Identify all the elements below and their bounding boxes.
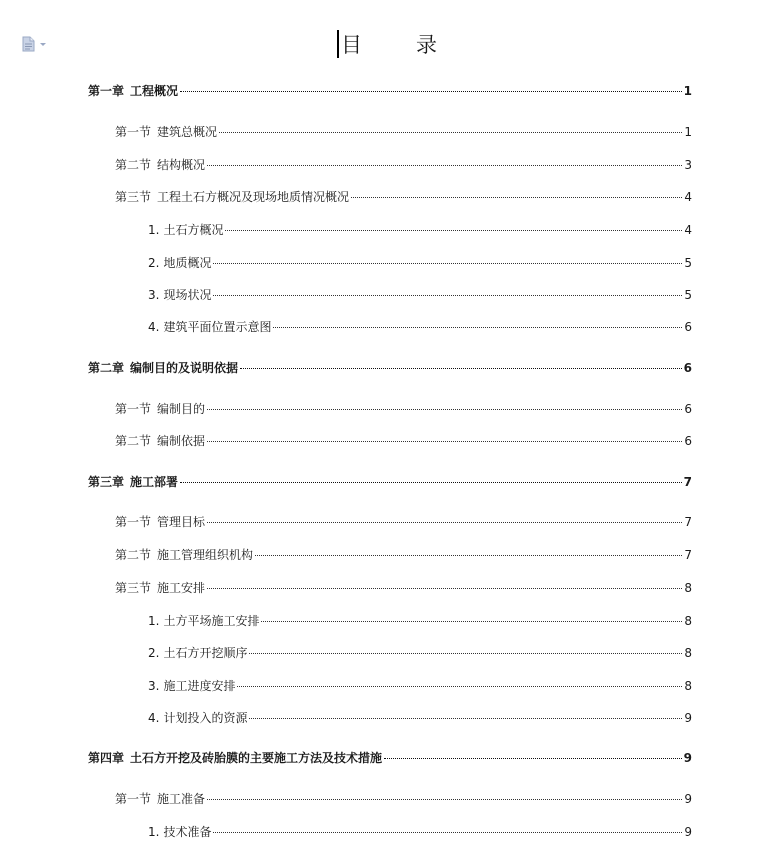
title-char-2: 录 [416, 33, 439, 57]
toc-page-number: 8 [684, 646, 692, 660]
toc-entry-title: 施工进度安排 [163, 679, 236, 693]
toc-entry-title: 施工准备 [157, 792, 206, 806]
toc-subsection-entry[interactable] [148, 678, 692, 694]
toc-dot-leader [207, 588, 682, 589]
toc-section-entry[interactable] [115, 433, 692, 449]
toc-subsection-entry[interactable] [148, 645, 692, 661]
toc-entry-title: 建筑总概况 [157, 125, 218, 139]
toc-entry-label [148, 710, 247, 726]
toc-entry-label [148, 824, 211, 840]
toc-page-number: 9 [684, 711, 692, 725]
toc-entry-title: 结构概况 [157, 158, 206, 172]
toc-page-number: 9 [684, 792, 692, 806]
toc-chapter-entry[interactable] [88, 83, 692, 99]
toc-section-entry[interactable] [115, 514, 692, 530]
toc-dot-leader [207, 799, 682, 800]
toc-page-number: 6 [684, 434, 692, 448]
toc-entry-title: 现场状况 [163, 288, 212, 302]
toc-entry-number: 第三节 [115, 581, 152, 595]
toc-dot-leader [273, 327, 682, 328]
toc-subsection-entry[interactable] [148, 613, 692, 629]
toc-dot-leader [207, 409, 682, 410]
toc-dot-leader [249, 653, 682, 654]
toc-entry-number: 第一节 [115, 515, 152, 529]
toc-dot-leader [225, 230, 682, 231]
toc-entry-label [115, 514, 205, 530]
toc-entry-label [148, 287, 211, 303]
toc-page-number: 5 [684, 256, 692, 270]
toc-subsection-entry[interactable] [148, 255, 692, 271]
toc-entry-number: 第一节 [115, 402, 152, 416]
toc-dot-leader [180, 91, 682, 92]
toc-entry-number: 1. [148, 223, 160, 237]
toc-dot-leader [213, 832, 682, 833]
toc-entry-label [115, 547, 253, 563]
toc-section-entry[interactable] [115, 157, 692, 173]
toc-entry-label [148, 255, 211, 271]
toc-entry-number: 第二章 [88, 361, 125, 375]
toc-page-number: 1 [683, 84, 692, 98]
toc-page-number: 3 [684, 158, 692, 172]
toc-page-number: 6 [684, 320, 692, 334]
toc-entry-label [88, 360, 238, 376]
toc-dot-leader [351, 197, 682, 198]
toc-entry-number: 2. [148, 646, 160, 660]
toc-entry-title: 工程概况 [130, 84, 179, 98]
toc-page-number: 8 [684, 614, 692, 628]
toc-entry-number: 第一节 [115, 125, 152, 139]
toc-subsection-entry[interactable] [148, 319, 692, 335]
toc-section-entry[interactable] [115, 791, 692, 807]
toc-entry-number: 第一章 [88, 84, 125, 98]
toc-entry-title: 管理目标 [157, 515, 206, 529]
toc-entry-number: 3. [148, 288, 160, 302]
toc-entry-title: 编制依据 [157, 434, 206, 448]
toc-entry-number: 第四章 [88, 751, 125, 765]
toc-entry-number: 1. [148, 614, 160, 628]
toc-entry-number: 2. [148, 256, 160, 270]
toc-entry-title: 计划投入的资源 [163, 711, 248, 725]
toc-dot-leader [213, 263, 682, 264]
toc-dot-leader [249, 718, 682, 719]
toc-page-number: 7 [684, 515, 692, 529]
toc-page-number: 9 [684, 825, 692, 839]
toc-dot-leader [261, 621, 682, 622]
toc-entry-number: 1. [148, 825, 160, 839]
toc-dot-leader [384, 758, 682, 759]
toc-entry-title: 地质概况 [163, 256, 212, 270]
toc-page-number: 5 [684, 288, 692, 302]
toc-entry-number: 第一节 [115, 792, 152, 806]
toc-entry-title: 土石方开挖及砖胎膜的主要施工方法及技术措施 [130, 751, 383, 765]
toc-dot-leader [219, 132, 682, 133]
toc-entry-title: 土方平场施工安排 [163, 614, 260, 628]
toc-entry-title: 施工部署 [130, 475, 179, 489]
toc-chapter-entry[interactable] [88, 360, 692, 376]
toc-entry-label [88, 474, 178, 490]
toc-entry-label [148, 222, 223, 238]
toc-section-entry[interactable] [115, 580, 692, 596]
toc-entry-number: 第二节 [115, 434, 152, 448]
toc-entry-title: 土石方开挖顺序 [163, 646, 248, 660]
toc-subsection-entry[interactable] [148, 222, 692, 238]
toc-entry-label [148, 645, 247, 661]
toc-entry-label [148, 678, 235, 694]
toc-section-entry[interactable] [115, 124, 692, 140]
toc-page-number: 6 [683, 361, 692, 375]
toc-entry-number: 第三章 [88, 475, 125, 489]
toc-entry-label [88, 750, 382, 766]
toc-entry-title: 建筑平面位置示意图 [163, 320, 272, 334]
toc-entry-number: 第二节 [115, 158, 152, 172]
title-char-1: 目 [341, 33, 364, 57]
toc-subsection-entry[interactable] [148, 710, 692, 726]
toc-entry-title: 编制目的 [157, 402, 206, 416]
toc-entry-label [88, 83, 178, 99]
toc-dot-leader [213, 295, 682, 296]
toc-dot-leader [255, 555, 682, 556]
toc-section-entry[interactable] [115, 401, 692, 417]
toc-entry-number: 3. [148, 679, 160, 693]
page-title [0, 28, 780, 62]
toc-entry-title: 土石方概况 [163, 223, 224, 237]
toc-chapter-entry[interactable] [88, 750, 692, 766]
toc-dot-leader [237, 686, 682, 687]
toc-entry-label [115, 433, 205, 449]
toc-subsection-entry[interactable] [148, 824, 692, 840]
toc-page-number: 7 [683, 475, 692, 489]
toc-entry-label [115, 124, 217, 140]
toc-page-number: 4 [684, 223, 692, 237]
toc-dot-leader [207, 522, 682, 523]
toc-entry-title: 工程土石方概况及现场地质情况概况 [157, 190, 350, 204]
toc-entry-number: 第三节 [115, 190, 152, 204]
toc-dot-leader [240, 368, 682, 369]
toc-entry-label [115, 791, 205, 807]
toc-dot-leader [180, 482, 682, 483]
toc-section-entry[interactable] [115, 547, 692, 563]
toc-entry-label [148, 319, 271, 335]
toc-entry-label [115, 580, 205, 596]
toc-page-number: 9 [683, 751, 692, 765]
toc-subsection-entry[interactable] [148, 287, 692, 303]
toc-entry-title: 技术准备 [163, 825, 212, 839]
toc-entry-label [115, 157, 205, 173]
toc-entry-number: 4. [148, 320, 160, 334]
toc-entry-label [148, 613, 259, 629]
toc-entry-title: 编制目的及说明依据 [130, 361, 239, 375]
toc-page-number: 7 [684, 548, 692, 562]
toc-page-number: 1 [684, 125, 692, 139]
toc-entry-title: 施工安排 [157, 581, 206, 595]
toc-entry-label [115, 189, 349, 205]
toc-entry-title: 施工管理组织机构 [157, 548, 254, 562]
toc-dot-leader [207, 441, 682, 442]
toc-entry-number: 第二节 [115, 548, 152, 562]
toc-entry-label [115, 401, 205, 417]
toc-page-number: 4 [684, 190, 692, 204]
toc-dot-leader [207, 165, 682, 166]
toc-chapter-entry[interactable] [88, 474, 692, 490]
toc-page-number: 8 [684, 679, 692, 693]
toc-section-entry[interactable] [115, 189, 692, 205]
toc-page-number: 6 [684, 402, 692, 416]
toc-entry-number: 4. [148, 711, 160, 725]
toc-page-number: 8 [684, 581, 692, 595]
